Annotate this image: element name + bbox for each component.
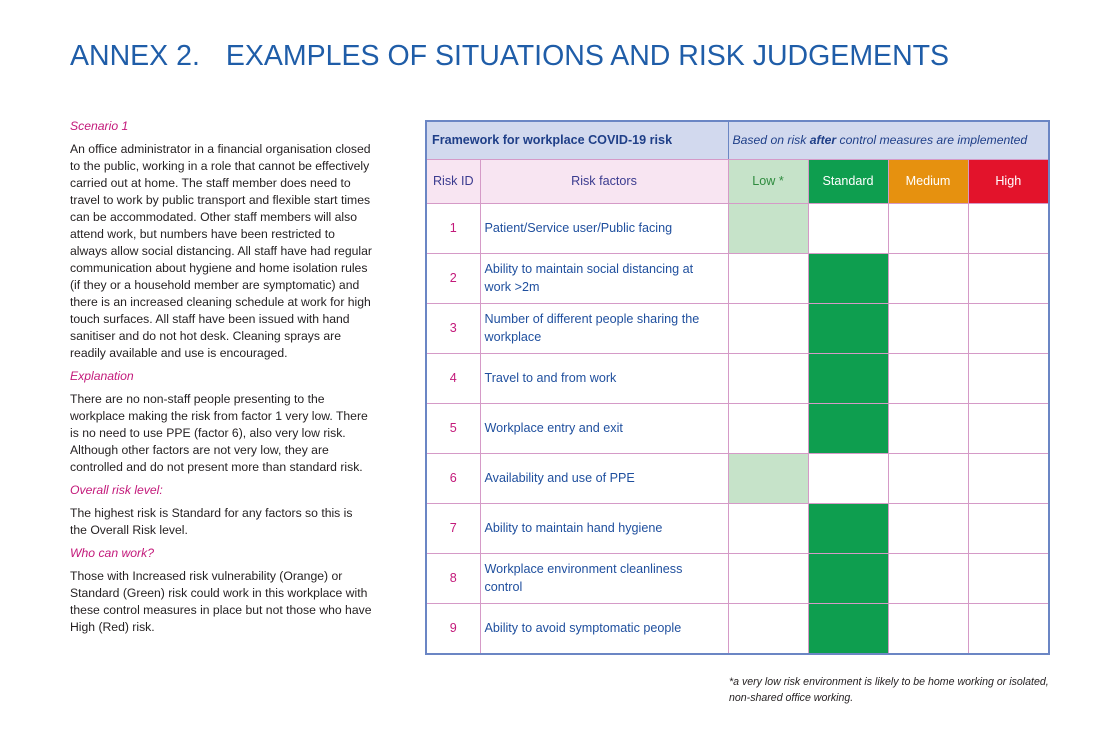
level-cell-standard xyxy=(808,403,888,453)
risk-framework-table xyxy=(425,120,1050,655)
level-cell-high xyxy=(968,353,1049,403)
table-row xyxy=(426,253,1049,303)
based-bold: after xyxy=(809,133,837,148)
risk-factor-cell: Number of different people sharing the workplace xyxy=(480,303,728,353)
explanation-text: There are no non-staff people presenting to the workplace making the risk from factor 1 very low. There is no need to use PPE (factor 6), also very low risk. Although other factors are not very low, they are controlled and do not present more than standard risk. xyxy=(70,392,368,474)
level-cell-medium xyxy=(888,203,968,253)
level-cell-high xyxy=(968,453,1049,503)
level-cell-low xyxy=(728,453,808,503)
column-header-row xyxy=(426,159,1049,203)
level-cell-medium xyxy=(888,553,968,603)
risk-factor-cell: Workplace entry and exit xyxy=(480,403,728,453)
page-title xyxy=(70,40,949,73)
risk-factor-cell: Patient/Service user/Public facing xyxy=(480,203,728,253)
footnote-line-1: *a very low risk environment is likely to be home working or isolated, xyxy=(729,676,1049,688)
risk-id-cell: 6 xyxy=(426,453,480,503)
level-standard-header: Standard xyxy=(808,159,888,203)
level-cell-high xyxy=(968,603,1049,654)
risk-factor-cell: Ability to maintain hand hygiene xyxy=(480,503,728,553)
table-row xyxy=(426,353,1049,403)
level-high-header: High xyxy=(968,159,1049,203)
scenario-text: An office administrator in a financial organisation closed to the public, working in a role that cannot be effectively carried out at home. The staff member does need to travel to work by public transport and flexible start times can be accommodated. Other staff members will also attend work, but numbers have been restricted to always allow social distancing. All staff have had regular communication about hygiene and home isolation rules (if they or a household member are symptomatic) and there is an increased cleaning schedule at work for high touch surfaces. All staff have been issued with hand sanitiser and do not hot desk. Cleaning sprays are readily available and use is encouraged. xyxy=(70,142,372,360)
risk-id-cell: 9 xyxy=(426,603,480,654)
risk-id-cell: 2 xyxy=(426,253,480,303)
level-cell-standard xyxy=(808,303,888,353)
level-cell-standard xyxy=(808,503,888,553)
risk-id-cell: 5 xyxy=(426,403,480,453)
level-cell-standard xyxy=(808,353,888,403)
table-row xyxy=(426,553,1049,603)
footnote-line-2: non-shared office working. xyxy=(729,692,854,704)
risk-factor-cell: Travel to and from work xyxy=(480,353,728,403)
risk-id-cell: 4 xyxy=(426,353,480,403)
level-low-header: Low * xyxy=(728,159,808,203)
level-cell-standard xyxy=(808,553,888,603)
based-on-risk-label xyxy=(728,121,1049,159)
who-can-work-heading: Who can work? xyxy=(70,546,154,560)
level-cell-high xyxy=(968,303,1049,353)
level-medium-header: Medium xyxy=(888,159,968,203)
annex-label: ANNEX 2. xyxy=(70,40,200,72)
level-cell-high xyxy=(968,553,1049,603)
framework-label: Framework for workplace COVID-19 risk xyxy=(426,121,728,159)
risk-factor-cell: Availability and use of PPE xyxy=(480,453,728,503)
level-cell-high xyxy=(968,253,1049,303)
level-cell-low xyxy=(728,553,808,603)
risk-factor-cell: Ability to avoid symptomatic people xyxy=(480,603,728,654)
risk-id-cell: 1 xyxy=(426,203,480,253)
risk-factor-cell: Workplace environment cleanliness control xyxy=(480,553,728,603)
table-row xyxy=(426,403,1049,453)
based-suffix: control measures are implemented xyxy=(836,133,1028,148)
level-cell-standard xyxy=(808,253,888,303)
col-risk-factors: Risk factors xyxy=(480,159,728,203)
level-cell-medium xyxy=(888,253,968,303)
level-cell-low xyxy=(728,253,808,303)
level-cell-low xyxy=(728,603,808,654)
scenario-heading: Scenario 1 xyxy=(70,119,129,133)
annex-heading: EXAMPLES OF SITUATIONS AND RISK JUDGEMENTS xyxy=(225,40,950,72)
who-can-work-text: Those with Increased risk vulnerability (Orange) or Standard (Green) risk could work in this workplace with these control measures in place but not those who have High (Red) risk. xyxy=(70,569,372,634)
table-row xyxy=(426,453,1049,503)
level-cell-medium xyxy=(888,453,968,503)
table-header-row xyxy=(426,121,1049,159)
level-cell-medium xyxy=(888,603,968,654)
level-cell-standard xyxy=(808,203,888,253)
level-cell-high xyxy=(968,403,1049,453)
table-row xyxy=(426,203,1049,253)
risk-id-cell: 3 xyxy=(426,303,480,353)
level-cell-medium xyxy=(888,403,968,453)
col-risk-id: Risk ID xyxy=(426,159,480,203)
level-cell-medium xyxy=(888,503,968,553)
level-cell-low xyxy=(728,353,808,403)
level-cell-low xyxy=(728,303,808,353)
footnote xyxy=(729,674,1059,706)
overall-risk-text: The highest risk is Standard for any factors so this is the Overall Risk level. xyxy=(70,506,353,537)
table-row xyxy=(426,503,1049,553)
risk-id-cell: 8 xyxy=(426,553,480,603)
level-cell-medium xyxy=(888,303,968,353)
level-cell-low xyxy=(728,203,808,253)
level-cell-high xyxy=(968,503,1049,553)
level-cell-standard xyxy=(808,453,888,503)
level-cell-medium xyxy=(888,353,968,403)
table-row xyxy=(426,303,1049,353)
risk-factor-cell: Ability to maintain social distancing at work >2m xyxy=(480,253,728,303)
based-prefix: Based on risk xyxy=(732,133,810,148)
risk-id-cell: 7 xyxy=(426,503,480,553)
level-cell-standard xyxy=(808,603,888,654)
explanation-heading: Explanation xyxy=(70,369,134,383)
overall-risk-heading: Overall risk level: xyxy=(70,483,163,497)
level-cell-high xyxy=(968,203,1049,253)
scenario-panel xyxy=(70,118,372,642)
level-cell-low xyxy=(728,503,808,553)
level-cell-low xyxy=(728,403,808,453)
table-row xyxy=(426,603,1049,654)
